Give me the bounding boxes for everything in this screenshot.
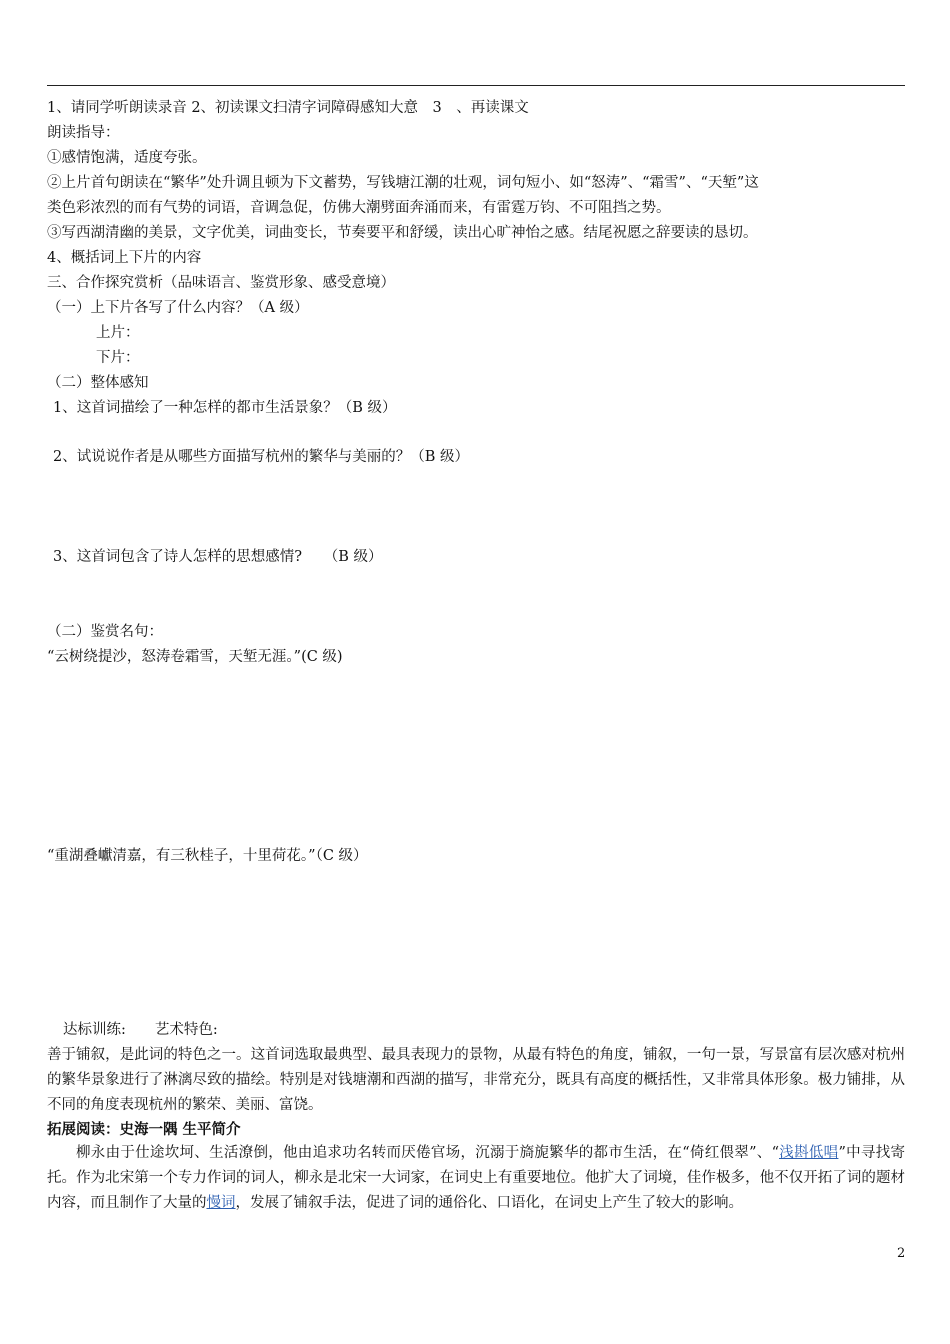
question-1: 1、这首词描绘了一种怎样的都市生活景象？（B 级） [53,400,397,416]
guide-item-1: ①感情饱满，适度夸张。 [47,150,207,166]
guide-item-3: ③写西湖清幽的美景，文字优美，词曲变长，节奏要平和舒缓，读出心旷神怡之感。结尾祝愿之辞要读的恳切。 [47,225,758,241]
practice-heading: 达标训练: 艺术特色: [63,1022,218,1038]
page-number: 2 [897,1246,906,1261]
question-3: 3、这首词包含了诗人怎样的思想感情? （B 级） [53,549,383,565]
overall-heading: （二）整体感知 [47,375,149,391]
guide-item-2-line-1: ②上片首句朗读在“繁华”处升调且顿为下文蓄势，写钱塘江潮的壮观，词句短小、如“怒涛”、“霜雪”、“天堑”这 [47,175,759,191]
header-rule [47,85,905,86]
step-line: 1、请同学听朗读录音 2、初读课文扫清字词障碍感知大意 3 、再读课文 [47,100,529,116]
guide-item-2-line-2: 类色彩浓烈的而有气势的词语，音调急促，仿佛大潮劈面奔涌而来，有雷霆万钧、不可阻挡之势。 [47,200,671,216]
biography-text-2: ”中寻找寄托。作为北宋第一个专力作词的词人，柳永是北宋一大词家，在词史上有重要地位。他扩大了词境，佳作极多，他不仅开拓了词的题材内容，而且制作了大量的 [47,1145,905,1211]
question-content: （一）上下片各写了什么内容？（A 级） [47,300,309,316]
art-features-paragraph: 善于铺叙，是此词的特色之一。这首词选取最典型、最具表现力的景物，从最有特色的角度，铺叙，一句一景，写景富有层次感对杭州的繁华景象进行了淋漓尽致的描绘。特别是对钱塘潮和西湖的描写，非常充分，既具有高度的概括性，又非常具体形象。极力铺排，从不同的角度表现杭州的繁荣、美丽、富饶。 [47,1047,905,1113]
reading-guide-heading: 朗读指导： [47,125,120,141]
biography-paragraph [47,1141,905,1216]
link-manci[interactable]: 慢词 [206,1195,236,1211]
question-2: 2、试说说作者是从哪些方面描写杭州的繁华与美丽的？（B 级） [53,449,469,465]
link-qianzhendichang[interactable]: 浅斟低唱 [779,1145,839,1161]
biography-text-3: ，发展了铺叙手法，促进了词的通俗化、口语化，在词史上产生了较大的影响。 [235,1195,743,1211]
famous-line-1: “云树绕提沙，怒涛卷霜雪，天堑无涯。”(C 级) [47,649,343,665]
famous-line-2: “重湖叠巘清嘉，有三秋桂子，十里荷花。”（C 级） [47,848,368,864]
upper-part-label: 上片： [96,325,140,341]
biography-text-1: 柳永由于仕途坎坷、生活潦倒，他由追求功名转而厌倦官场，沉溺于旖旎繁华的都市生活，在“倚红偎翠”、“ [76,1145,779,1161]
famous-lines-heading: （二）鉴赏名句： [47,624,163,640]
lower-part-label: 下片： [96,350,140,366]
section-three-heading: 三、合作探究赏析（品味语言、鉴赏形象、感受意境） [47,275,395,291]
extended-reading-title: 拓展阅读：史海一隅 生平简介 [47,1121,241,1138]
summary-task: 4、概括词上下片的内容 [47,250,202,266]
